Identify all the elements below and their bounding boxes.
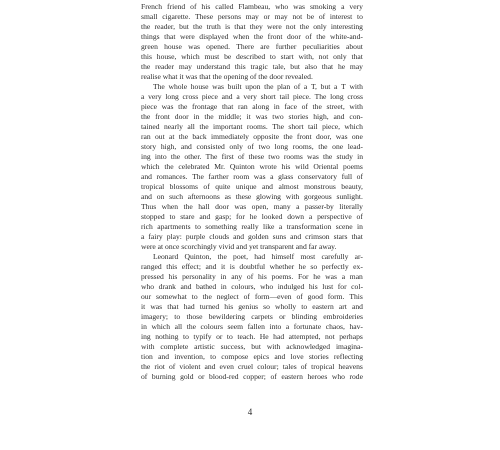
body-text [141, 2, 363, 382]
text-line: story high, and consisted only of two long rooms, the one lead- [141, 142, 363, 151]
text-line: things that were displayed when the front door of the white-and- [141, 32, 363, 41]
text-line: small cigarette. These persons may or may not be of interest to [141, 12, 363, 21]
text-line: French friend of his called Flambeau, who was smoking a very [141, 2, 363, 11]
text-line: in which all the colours seem fallen into a fortunate chaos, hav- [141, 322, 363, 331]
text-line: were at once scorchingly vivid and yet transparent and far away. [141, 242, 337, 251]
text-line: ranged this effect; and it is doubtful whether he so perfectly ex- [141, 262, 363, 271]
page-number: 4 [247, 407, 253, 417]
text-line: ing nothing to typify or to teach. He had attempted, not perhaps [141, 332, 363, 341]
paragraph [141, 82, 363, 252]
text-line: tropical blossoms of quite unique and almost monstrous beauty, [141, 182, 363, 191]
text-line: the riot of violent and even cruel colour; tales of tropical heavens [141, 362, 363, 371]
text-line: the reader, but the truth is that they were not the only interesting [141, 22, 363, 31]
text-line: the reader may understand this tragic tale, but also that he may [141, 62, 363, 71]
text-line: this house, which must be described to start with, not only that [141, 52, 363, 61]
text-line: tion and invention, to compose epics and love stories reflecting [141, 352, 363, 361]
text-line: with complete artistic success, but with acknowledged imagina- [141, 342, 363, 351]
text-line: who drank and bathed in colours, who indulged his lust for col- [141, 282, 363, 291]
text-line: rich apartments to something really like a transformation scene in [141, 222, 363, 231]
text-line: tained nearly all the important rooms. The short tail piece, which [141, 122, 363, 131]
text-line: stopped to stare and gasp; for he looked down a perspective of [141, 212, 363, 221]
text-line: it was that had turned his genius so wholly to eastern art and [141, 302, 363, 311]
text-line: piece was the frontage that ran along in face of the street, with [141, 102, 363, 111]
text-line: ran out at the back immediately opposite the front door, was one [141, 132, 363, 141]
text-line: a very long cross piece and a very short tail piece. The long cross [141, 92, 363, 101]
text-line: and romances. The farther room was a glass conservatory full of [141, 172, 363, 181]
text-line: imagery; to those bewildering carpets or blinding embroideries [141, 312, 363, 321]
text-line: and on such afternoons as these glowing with gorgeous sunlight. [141, 192, 363, 201]
text-line: The whole house was built upon the plan of a T, but a T with [153, 82, 363, 91]
text-line: the front door in the middle; it was two stories high, and con- [141, 112, 363, 121]
paragraph [141, 252, 363, 382]
text-line: pressed his personality in any of his poems. For he was a man [141, 272, 363, 281]
text-line: Thus when the hall door was open, many a passer-by literally [141, 202, 363, 211]
text-line: a fairy play: purple clouds and golden suns and crimson stars that [141, 232, 363, 241]
text-line: realise what it was that the opening of the door revealed. [141, 72, 313, 81]
text-line: Leonard Quinton, the poet, had himself most carefully ar- [153, 252, 363, 261]
text-line: which the celebrated Mr. Quinton wrote his wild Oriental poems [141, 162, 363, 171]
text-line: of burning gold or blood-red copper; of eastern heroes who rode [141, 372, 363, 381]
text-line: ing into the other. The first of these two rooms was the study in [141, 152, 363, 161]
text-line: green house was opened. There are further peculiarities about [141, 42, 363, 51]
text-line: our somewhat to the neglect of form—even of good form. This [141, 292, 363, 301]
paragraph [141, 2, 363, 82]
